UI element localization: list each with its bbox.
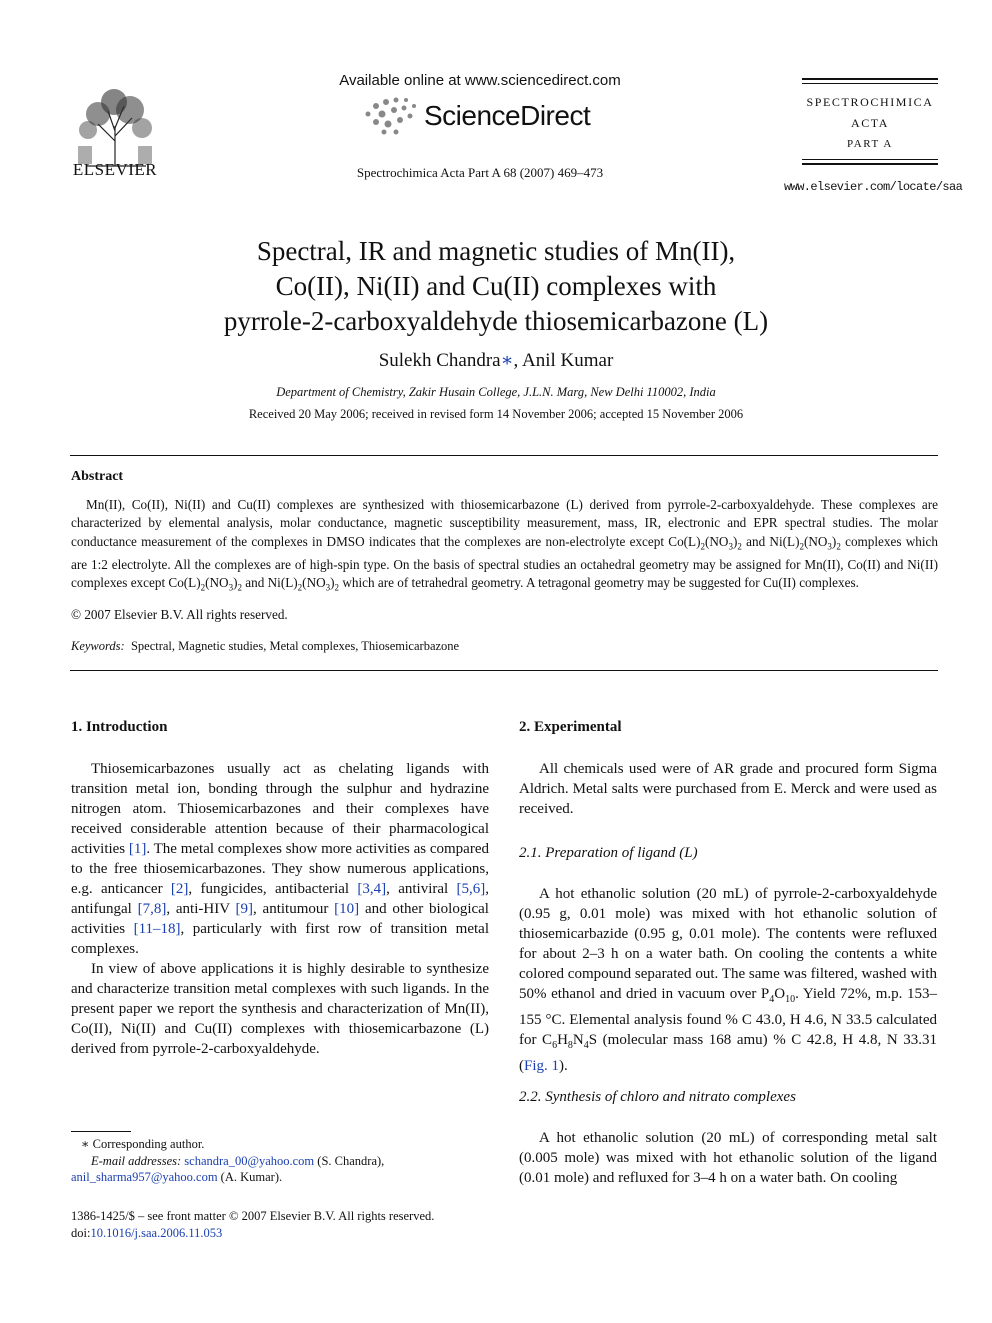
title-line: Co(II), Ni(II) and Cu(II) complexes with bbox=[275, 271, 717, 301]
subsection-heading: 2.2. Synthesis of chloro and nitrato complexes bbox=[519, 1089, 796, 1105]
corresponding-author-mark[interactable]: ∗ bbox=[500, 350, 514, 371]
journal-logo-line1: SPECTROCHIMICA bbox=[806, 95, 934, 109]
article-title bbox=[150, 234, 842, 339]
issn-doi bbox=[71, 1208, 491, 1241]
journal-logo-line2: ACTA bbox=[850, 116, 890, 130]
section-heading-introduction: 1. Introduction bbox=[71, 719, 168, 735]
keywords bbox=[71, 639, 459, 654]
footnote-emails: E-mail addresses: schandra_00@yahoo.com (S. Chandra), bbox=[91, 1153, 385, 1168]
citation-link[interactable]: [2] bbox=[170, 881, 189, 897]
author-name: , Anil Kumar bbox=[513, 350, 614, 371]
keywords-label: Keywords: bbox=[71, 639, 125, 653]
available-online-text[interactable]: Available online at www.sciencedirect.com bbox=[339, 72, 621, 89]
doi-line: doi:10.1016/j.saa.2006.11.053 bbox=[71, 1225, 223, 1240]
journal-reference: Spectrochimica Acta Part A 68 (2007) 469–473 bbox=[356, 165, 604, 180]
journal-logo-bottom-rule bbox=[802, 163, 938, 165]
introduction-body bbox=[71, 759, 489, 1059]
publisher-name: ELSEVIER bbox=[72, 160, 158, 179]
email-link[interactable]: schandra_00@yahoo.com bbox=[184, 1153, 315, 1168]
paragraph: All chemicals used were of AR grade and procured form Sigma Aldrich. Metal salts were purchased from E. Merck and were used as received. bbox=[519, 761, 937, 817]
citation-link[interactable]: [10] bbox=[334, 901, 360, 917]
title-line: pyrrole-2-carboxyaldehyde thiosemicarbazone (L) bbox=[223, 306, 769, 336]
citation-link[interactable]: [11–18] bbox=[133, 921, 181, 937]
affiliation: Department of Chemistry, Zakir Husain College, J.L.N. Marg, New Delhi 110002, India bbox=[276, 385, 716, 399]
citation-link[interactable]: [1] bbox=[128, 841, 147, 857]
footnote-corresponding: ∗ Corresponding author. bbox=[81, 1137, 205, 1151]
paragraph: A hot ethanolic solution (20 mL) of corresponding metal salt (0.005 mole) was mixed with hot ethanolic solution of the ligand (0.01 mole) and refluxed for 3–4 h on a water bath. On cooling bbox=[519, 1130, 937, 1186]
paragraph: In view of above applications it is highly desirable to synthesize and characterize transition metal complexes with such ligands. In the present paper we report the synthesis and characterization of Mn(II), Co(II), Ni(II) and Cu(II) complexes with thiosemicarbazone (L) derived from pyrrole-2-carboxyaldehyde. bbox=[71, 961, 489, 1057]
paragraph: A hot ethanolic solution (20 mL) of pyrrole-2-carboxyaldehyde (0.95 g, 0.01 mole) was mixed with hot ethanolic solution of thiosemicarbazide (0.95 g, 0.01 mole). The contents were refluxed for about 2–3 h on a water bath. On cooling the contents a white colored compound separated out. The same was filtered, washed with 50% ethanol and dried in vacuum over $P_4O_{10}$. Yield 72%, m.p. 153–155 °C. Elemental analysis found % C 43.0, H 4.6, N 33.5 calculated for $C_6H_8N_4S$ (molecular mass 168 amu) % C 42.8, H 4.8, N 33.31 (Fig. 1). bbox=[519, 886, 937, 1074]
section-heading-experimental: 2. Experimental bbox=[519, 719, 622, 735]
received-dates: Received 20 May 2006; received in revised form 14 November 2006; accepted 15 November 2006 bbox=[248, 407, 744, 421]
copyright: © 2007 Elsevier B.V. All rights reserved. bbox=[71, 607, 288, 622]
citation-link[interactable]: [5,6] bbox=[456, 881, 486, 897]
email-link[interactable]: anil_sharma957@yahoo.com bbox=[71, 1170, 218, 1184]
footnote-rule bbox=[71, 1131, 131, 1132]
keywords-list: Spectral, Magnetic studies, Metal complexes, Thiosemicarbazone bbox=[130, 639, 460, 653]
citation-link[interactable]: [7,8] bbox=[137, 901, 167, 917]
author-name: Sulekh Chandra bbox=[378, 350, 501, 371]
journal-logo bbox=[802, 78, 938, 165]
citation-link[interactable]: [9] bbox=[235, 901, 254, 917]
journal-logo-line3: PART A bbox=[847, 138, 893, 150]
abstract-heading: Abstract bbox=[71, 469, 124, 484]
divider bbox=[70, 455, 938, 456]
doi-link[interactable]: 10.1016/j.saa.2006.11.053 bbox=[90, 1225, 223, 1240]
abstract-text: Mn(II), Co(II), Ni(II) and Cu(II) complexes are synthesized with thiosemicarbazone (L) derived from pyrrole-2-carboxyaldehyde. These complexes are characterized by elemental analysis, molar conductance, magnetic susceptibility measurement, mass, IR, electronic and EPR spectral studies. The molar conductance measurement of the complexes in DMSO indicates that the complexes are non-electrolyte except $Co(L)_2(NO_3)_2$ and $Ni(L)_2(NO_3)_2$ complexes which are 1:2 electrolyte. All the complexes are of high-spin type. On the basis of spectral studies an octahedral geometry may be assigned for Mn(II), Co(II) and Ni(II) complexes except $Co(L)_2(NO_3)_2$ and $Ni(L)_2(NO_3)_2$ which are of tetrahedral geometry. A tetragonal geometry may be suggested for Cu(II) complexes. bbox=[71, 497, 938, 593]
journal-logo-title bbox=[802, 84, 938, 159]
footnote-emails-2: anil_sharma957@yahoo.com (A. Kumar). bbox=[71, 1170, 283, 1184]
issn-line: 1386-1425/$ – see front matter © 2007 Elsevier B.V. All rights reserved. bbox=[71, 1209, 435, 1223]
author-list bbox=[250, 349, 742, 372]
title-line: Spectral, IR and magnetic studies of Mn(II), bbox=[256, 236, 736, 266]
figure-link[interactable]: Fig. 1 bbox=[524, 1058, 560, 1074]
footnote bbox=[71, 1136, 491, 1186]
subsection-heading: 2.1. Preparation of ligand (L) bbox=[519, 845, 698, 861]
divider bbox=[70, 670, 938, 671]
journal-url[interactable]: www.elsevier.com/locate/saa bbox=[784, 180, 963, 194]
citation-link[interactable]: [3,4] bbox=[357, 881, 387, 897]
paragraph: Thiosemicarbazones usually act as chelating ligands with transition metal ion, bonding through the sulphur and hydrazine nitrogen atom. Thiosemicarbazones and their complexes have received considerable attention because of their pharmacological activities [1]. The metal complexes show more activities as compared to the free thiosemicarbazones. They show numerous applications, e.g. anticancer [2], fungicides, antibacterial [3,4], antiviral [5,6], antifungal [7,8], anti-HIV [9], antitumour [10] and other biological activities [11–18], particularly with first row of transition metal complexes. bbox=[71, 761, 489, 957]
sciencedirect-logo-text: ScienceDirect bbox=[424, 100, 591, 131]
